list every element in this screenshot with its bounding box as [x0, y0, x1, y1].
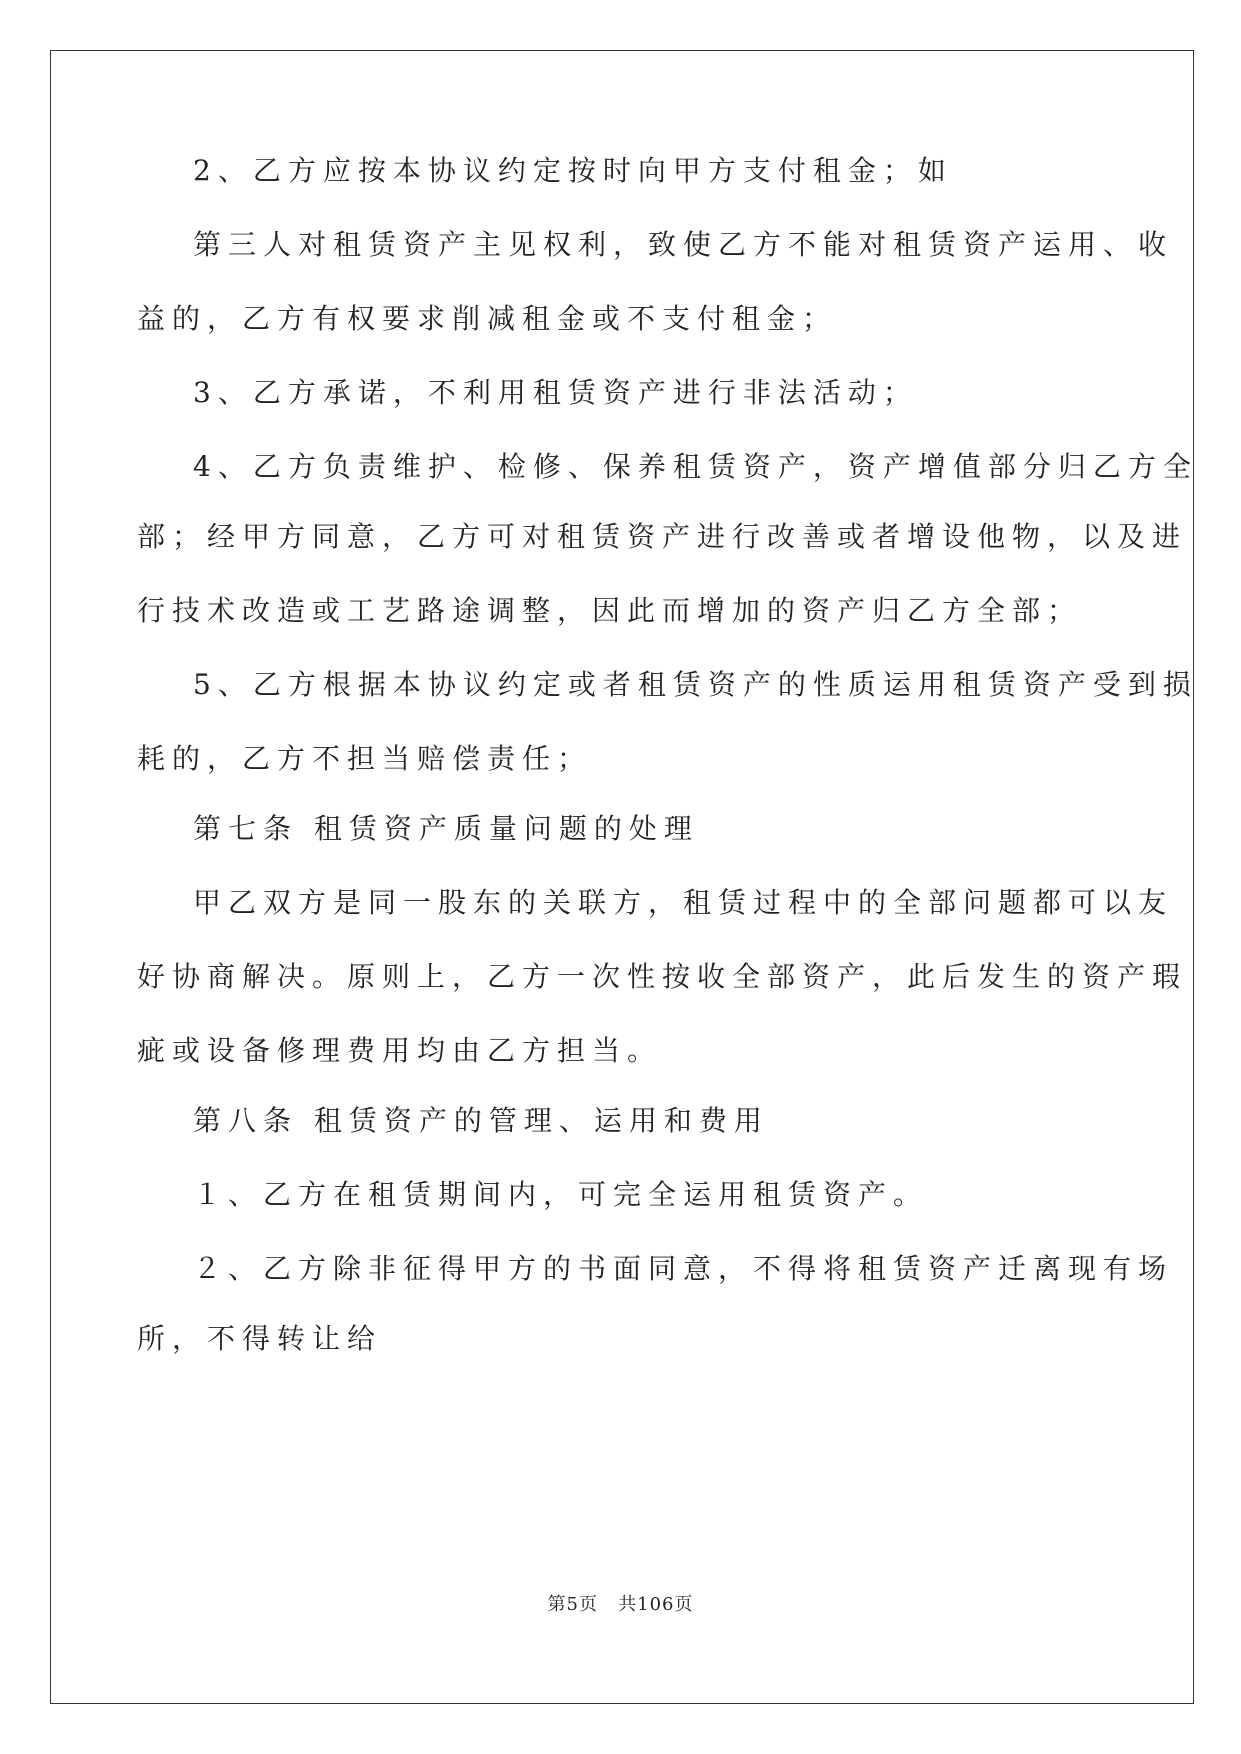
- text-line: 甲乙双方是同一股东的关联方，租赁过程中的全部问题都可以友: [193, 886, 1174, 919]
- page-label-prefix: 第: [547, 1594, 567, 1615]
- text-line: 行技术改造或工艺路途调整，因此而增加的资产归乙方全部；: [137, 594, 1083, 627]
- page-number: 5: [566, 1594, 579, 1615]
- text-line: １、乙方在租赁期间内，可完全运用租赁资产。: [193, 1178, 929, 1211]
- text-line: 所，不得转让给: [137, 1322, 383, 1355]
- text-line: 4、乙方负责维护、检修、保养租赁资产，资产增值部分归乙方全: [193, 450, 1198, 483]
- text-line: 好协商解决。原则上，乙方一次性按收全部资产，此后发生的资产瑕: [137, 960, 1188, 993]
- text-line: 5、乙方根据本协议约定或者租赁资产的性质运用租赁资产受到损: [193, 668, 1198, 701]
- total-pages: 106: [637, 1594, 675, 1615]
- section-heading: 第八条 租赁资产的管理、运用和费用: [193, 1104, 769, 1137]
- page-footer: [0, 1593, 1241, 1617]
- footer-gap: [598, 1594, 618, 1615]
- text-line: 3、乙方承诺，不利用租赁资产进行非法活动；: [193, 376, 918, 409]
- text-line: 第三人对租赁资产主见权利，致使乙方不能对租赁资产运用、收: [193, 228, 1174, 261]
- text-line: 部；经甲方同意，乙方可对租赁资产进行改善或者增设他物，以及进: [137, 520, 1188, 553]
- text-line: ２、乙方除非征得甲方的书面同意，不得将租赁资产迁离现有场: [193, 1252, 1174, 1285]
- total-suffix: 页: [674, 1594, 694, 1615]
- text-line: 疵或设备修理费用均由乙方担当。: [137, 1034, 663, 1067]
- text-line: 2、乙方应按本协议约定按时向甲方支付租金；如: [193, 154, 953, 187]
- text-line: 耗的，乙方不担当赔偿责任；: [137, 742, 593, 775]
- page-label-suffix: 页: [578, 1594, 598, 1615]
- section-heading: 第七条 租赁资产质量问题的处理: [193, 812, 699, 845]
- total-prefix: 共: [618, 1594, 638, 1615]
- text-line: 益的，乙方有权要求削减租金或不支付租金；: [137, 302, 838, 335]
